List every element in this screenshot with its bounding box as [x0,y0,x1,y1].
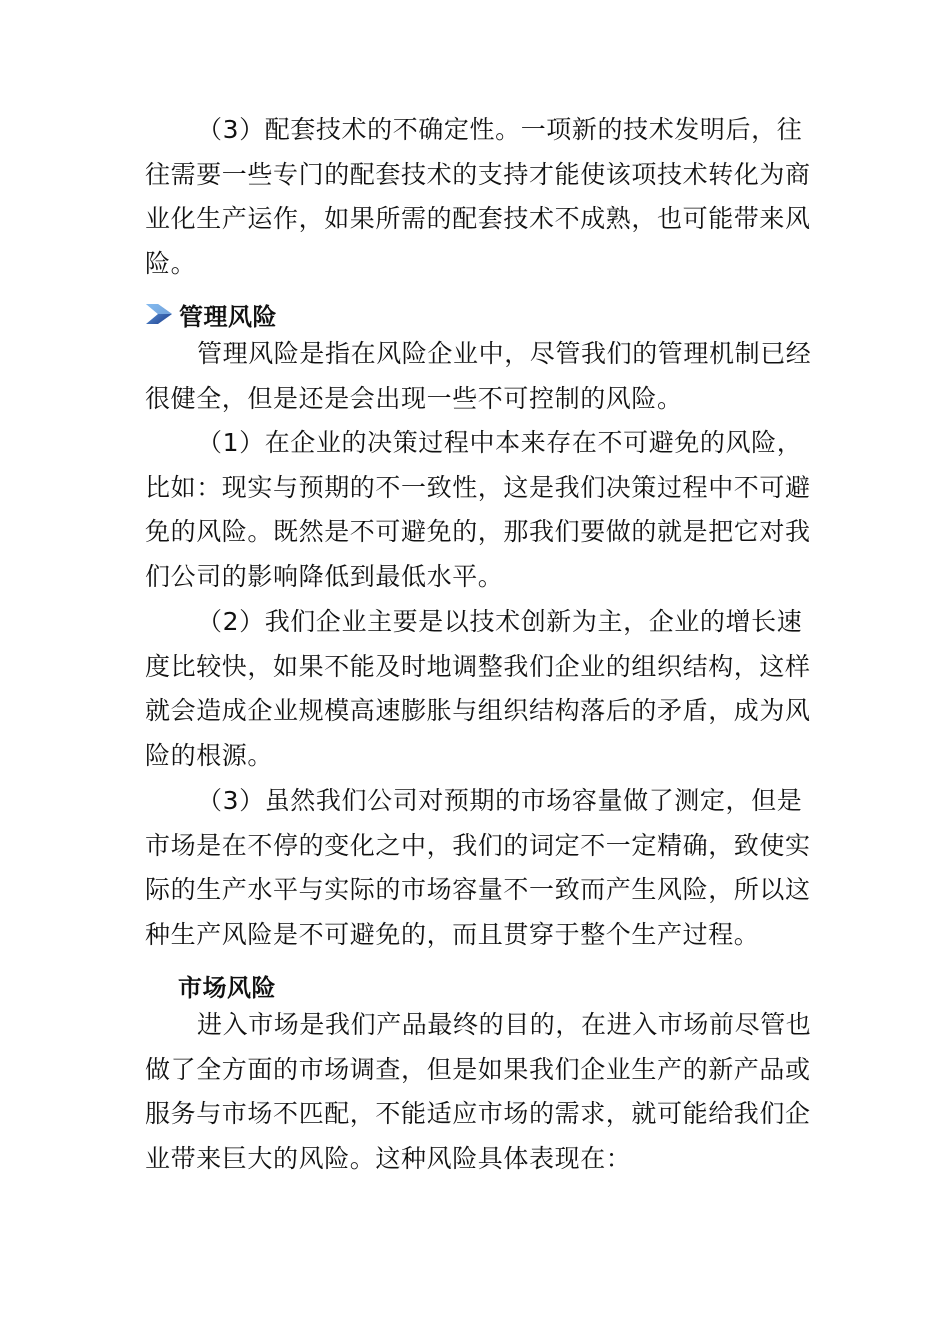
section-heading-market-risk [178,965,276,1005]
heading-label: 市场风险 [178,973,276,1002]
paragraph-management-risk-definition: 管理风险是指在风险企业中，尽管我们的管理机制已经很健全，但是还是会出现一些不可控制的风险。 [145,339,812,413]
paragraph-market-risk-description: 进入市场是我们产品最终的目的，在进入市场前尽管也做了全方面的市场调查，但是如果我们企业生产的新产品或服务与市场不匹配，不能适应市场的需求，就可能给我们企业带来巨大的风险。这种风险具体表现在： [145,1010,812,1173]
section-heading-management-risk [145,294,277,334]
heading-label: 管理风险 [179,302,277,331]
paragraph-supporting-tech-uncertainty: （3）配套技术的不确定性。一项新的技术发明后，往往需要一些专门的配套技术的支持才能使该项技术转化为商业化生产运作，如果所需的配套技术不成熟，也可能带来风险。 [145,115,811,278]
paragraph-production-risk: （3）虽然我们公司对预期的市场容量做了测定，但是市场是在不停的变化之中，我们的词定不一定精确，致使实际的生产水平与实际的市场容量不一致而产生风险，所以这种生产风险是不可避免的，而且贯穿于整个生产过程。 [145,786,811,949]
paragraph-decision-risk: （1）在企业的决策过程中本来存在不可避免的风险，比如：现实与预期的不一致性，这是我们决策过程中不可避免的风险。既然是不可避免的，那我们要做的就是把它对我们公司的影响降低到最低水平。 [145,428,811,591]
paragraph-organization-risk: （2）我们企业主要是以技术创新为主，企业的增长速度比较快，如果不能及时地调整我们企业的组织结构，这样就会造成企业规模高速膨胀与组织结构落后的矛盾，成为风险的根源。 [145,607,811,770]
arrow-bullet-icon [145,300,175,328]
